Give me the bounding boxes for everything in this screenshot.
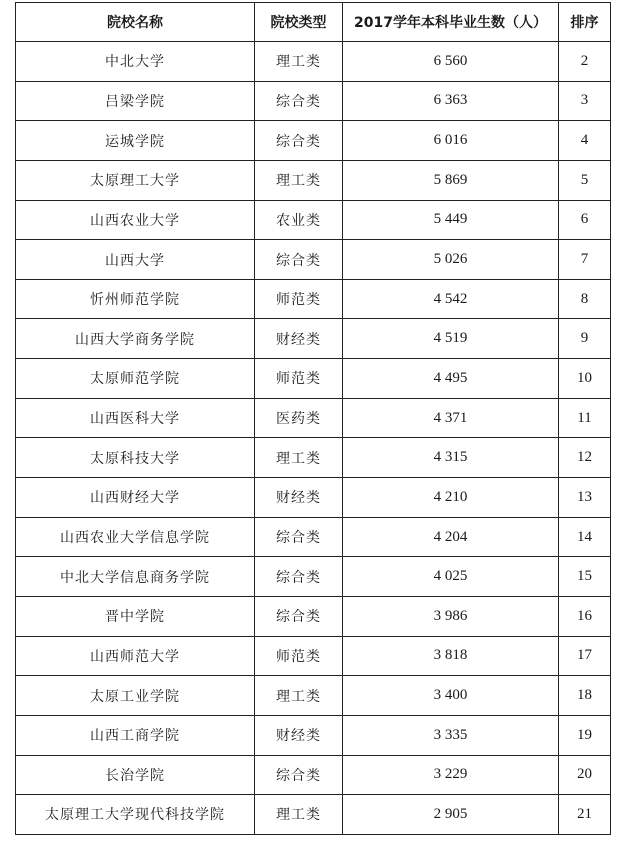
rank-cell: 3: [559, 81, 611, 121]
graduate-count-cell: 4 495: [343, 359, 559, 399]
header-graduate-count: 2017学年本科毕业生数（人）: [343, 3, 559, 42]
rank-cell: 11: [559, 398, 611, 438]
table-body: [16, 42, 611, 835]
school-type-cell: 理工类: [255, 795, 343, 835]
header-rank: 排序: [559, 3, 611, 42]
graduate-count-cell: 4 204: [343, 517, 559, 557]
rank-cell: 17: [559, 636, 611, 676]
school-type-cell: 理工类: [255, 160, 343, 200]
table-row: [16, 200, 611, 240]
school-name-cell: 太原理工大学现代科技学院: [16, 795, 255, 835]
rank-cell: 5: [559, 160, 611, 200]
rank-cell: 18: [559, 676, 611, 716]
school-name-cell: 忻州师范学院: [16, 279, 255, 319]
school-type-cell: 理工类: [255, 42, 343, 82]
rank-cell: 12: [559, 438, 611, 478]
rank-cell: 16: [559, 596, 611, 636]
school-name-cell: 吕梁学院: [16, 81, 255, 121]
table-row: [16, 359, 611, 399]
table-row: [16, 160, 611, 200]
graduate-count-cell: 5 449: [343, 200, 559, 240]
school-type-cell: 理工类: [255, 676, 343, 716]
table-row: [16, 240, 611, 280]
graduate-count-cell: 4 371: [343, 398, 559, 438]
table-row: [16, 557, 611, 597]
rank-cell: 15: [559, 557, 611, 597]
graduate-count-cell: 4 315: [343, 438, 559, 478]
school-type-cell: 综合类: [255, 240, 343, 280]
table-row: [16, 42, 611, 82]
table-row: [16, 795, 611, 835]
graduate-count-cell: 6 016: [343, 121, 559, 161]
graduate-count-cell: 5 869: [343, 160, 559, 200]
table-row: [16, 81, 611, 121]
school-name-cell: 山西师范大学: [16, 636, 255, 676]
school-name-cell: 山西医科大学: [16, 398, 255, 438]
school-type-cell: 理工类: [255, 438, 343, 478]
rank-cell: 21: [559, 795, 611, 835]
header-school-name: 院校名称: [16, 3, 255, 42]
school-name-cell: 山西农业大学: [16, 200, 255, 240]
rank-cell: 9: [559, 319, 611, 359]
school-type-cell: 财经类: [255, 478, 343, 518]
graduate-count-cell: 6 560: [343, 42, 559, 82]
rank-cell: 6: [559, 200, 611, 240]
school-type-cell: 师范类: [255, 359, 343, 399]
school-name-cell: 中北大学: [16, 42, 255, 82]
table-row: [16, 319, 611, 359]
graduate-count-cell: 3 818: [343, 636, 559, 676]
school-name-cell: 晋中学院: [16, 596, 255, 636]
graduate-count-cell: 3 335: [343, 715, 559, 755]
table-row: [16, 398, 611, 438]
table-row: [16, 517, 611, 557]
graduate-count-cell: 3 400: [343, 676, 559, 716]
table-row: [16, 121, 611, 161]
rank-cell: 19: [559, 715, 611, 755]
school-type-cell: 综合类: [255, 557, 343, 597]
rank-cell: 13: [559, 478, 611, 518]
table-row: [16, 596, 611, 636]
graduate-count-cell: 4 025: [343, 557, 559, 597]
graduate-count-cell: 3 986: [343, 596, 559, 636]
table-row: [16, 438, 611, 478]
graduate-count-cell: 6 363: [343, 81, 559, 121]
school-name-cell: 太原工业学院: [16, 676, 255, 716]
table-container: [15, 2, 611, 835]
school-name-cell: 山西农业大学信息学院: [16, 517, 255, 557]
school-name-cell: 山西工商学院: [16, 715, 255, 755]
rank-cell: 4: [559, 121, 611, 161]
rank-cell: 2: [559, 42, 611, 82]
school-name-cell: 山西财经大学: [16, 478, 255, 518]
school-type-cell: 师范类: [255, 636, 343, 676]
school-type-cell: 医药类: [255, 398, 343, 438]
graduate-count-cell: 5 026: [343, 240, 559, 280]
table-row: [16, 715, 611, 755]
graduate-count-cell: 4 542: [343, 279, 559, 319]
graduates-table: [15, 2, 611, 835]
graduate-count-cell: 4 519: [343, 319, 559, 359]
table-row: [16, 636, 611, 676]
school-type-cell: 综合类: [255, 596, 343, 636]
school-name-cell: 山西大学: [16, 240, 255, 280]
rank-cell: 20: [559, 755, 611, 795]
header-school-type: 院校类型: [255, 3, 343, 42]
graduate-count-cell: 4 210: [343, 478, 559, 518]
school-type-cell: 综合类: [255, 121, 343, 161]
school-name-cell: 山西大学商务学院: [16, 319, 255, 359]
school-type-cell: 财经类: [255, 715, 343, 755]
rank-cell: 8: [559, 279, 611, 319]
school-type-cell: 综合类: [255, 517, 343, 557]
school-type-cell: 师范类: [255, 279, 343, 319]
school-name-cell: 太原理工大学: [16, 160, 255, 200]
school-type-cell: 综合类: [255, 755, 343, 795]
school-type-cell: 综合类: [255, 81, 343, 121]
table-row: [16, 755, 611, 795]
table-row: [16, 676, 611, 716]
school-name-cell: 中北大学信息商务学院: [16, 557, 255, 597]
rank-cell: 10: [559, 359, 611, 399]
school-type-cell: 财经类: [255, 319, 343, 359]
school-name-cell: 太原科技大学: [16, 438, 255, 478]
table-row: [16, 279, 611, 319]
rank-cell: 7: [559, 240, 611, 280]
school-name-cell: 长治学院: [16, 755, 255, 795]
graduate-count-cell: 2 905: [343, 795, 559, 835]
rank-cell: 14: [559, 517, 611, 557]
header-row: [16, 3, 611, 42]
table-row: [16, 478, 611, 518]
school-name-cell: 太原师范学院: [16, 359, 255, 399]
school-type-cell: 农业类: [255, 200, 343, 240]
school-name-cell: 运城学院: [16, 121, 255, 161]
graduate-count-cell: 3 229: [343, 755, 559, 795]
